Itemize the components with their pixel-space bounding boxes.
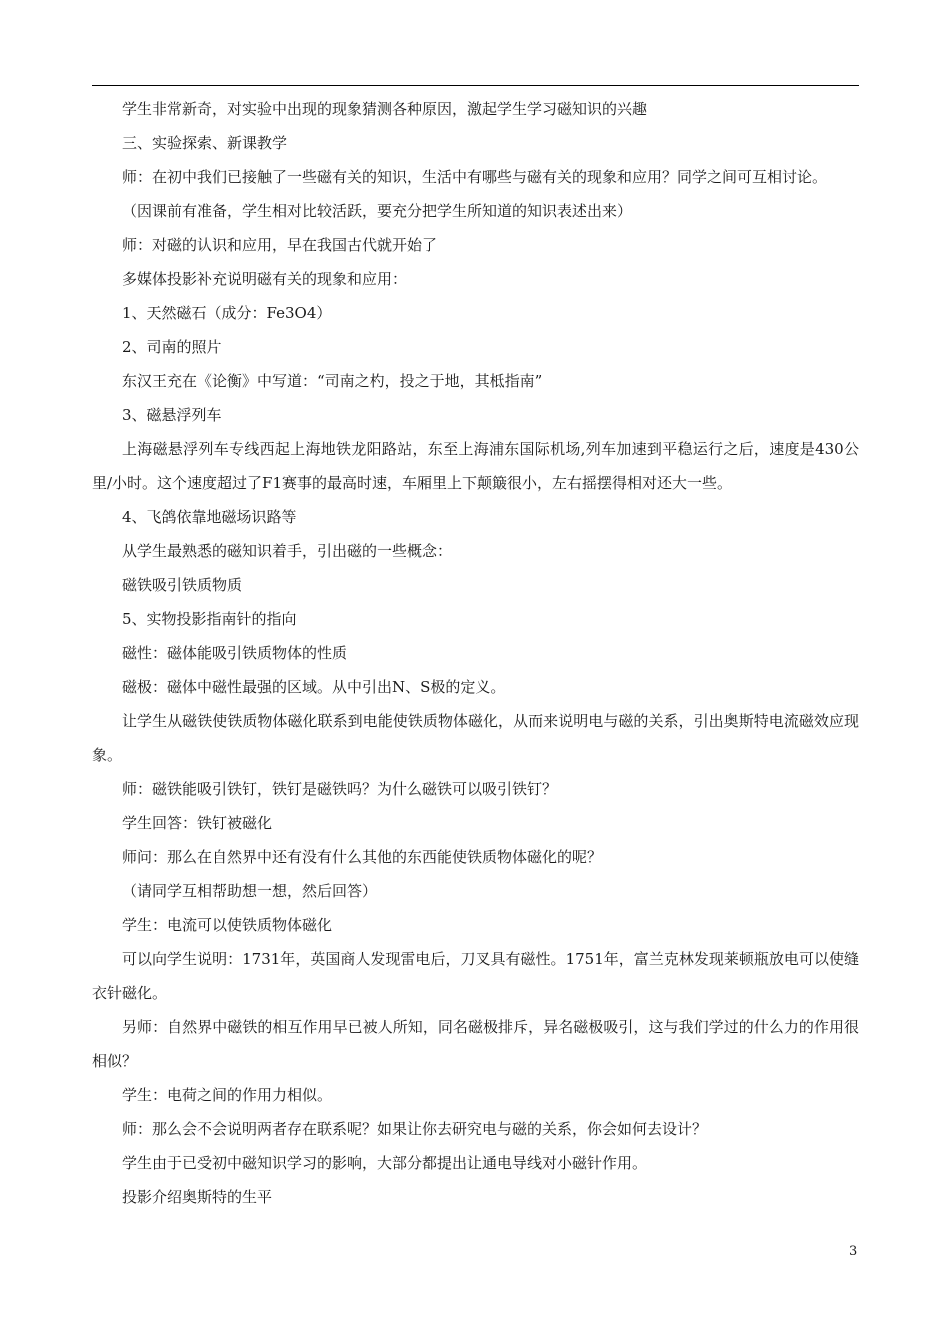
paragraph: 可以向学生说明：1731年，英国商人发现雷电后，刀叉具有磁性。1751年，富兰克林发现莱顿瓶放电可以使缝衣针磁化。 (92, 950, 859, 1002)
dialogue-line: 学生：电荷之间的作用力相似。 (122, 1086, 333, 1104)
dialogue-line: 学生回答：铁钉被磁化 (122, 814, 273, 832)
paragraph: 东汉王充在《论衡》中写道：“司南之杓，投之于地，其柢指南” (122, 372, 543, 390)
definition: 磁性：磁体能吸引铁质物体的性质 (122, 644, 348, 662)
dialogue-line: 师问：那么在自然界中还有没有什么其他的东西能使铁质物体磁化的呢？ (122, 848, 603, 866)
paragraph: 师：在初中我们已接触了一些磁有关的知识，生活中有哪些与磁有关的现象和应用？同学之间可互相讨论。 (122, 168, 828, 186)
list-item: 5、实物投影指南针的指向 (122, 610, 297, 628)
dialogue-line: 师：磁铁能吸引铁钉，铁钉是磁铁吗？为什么磁铁可以吸引铁钉？ (122, 780, 558, 798)
paragraph: 从学生最熟悉的磁知识着手，引出磁的一些概念： (122, 542, 453, 560)
section-heading: 三、实验探索、新课教学 (122, 134, 288, 152)
paragraph: 磁铁吸引铁质物质 (122, 576, 243, 594)
document-body (92, 92, 859, 1214)
header-rule (92, 85, 859, 86)
definition: 磁极：磁体中磁性最强的区域。从中引出N、S极的定义。 (122, 678, 506, 696)
list-item: 1、天然磁石（成分：Fe3O4） (122, 304, 332, 322)
paragraph: 师：对磁的认识和应用，早在我国古代就开始了 (122, 236, 438, 254)
paragraph: 多媒体投影补充说明磁有关的现象和应用： (122, 270, 408, 288)
paragraph: 投影介绍奥斯特的生平 (122, 1188, 273, 1206)
dialogue-line: 另师：自然界中磁铁的相互作用早已被人所知，同名磁极排斥，异名磁极吸引，这与我们学过的什么力的作用很相似？ (92, 1018, 859, 1070)
list-item: 3、磁悬浮列车 (122, 406, 222, 424)
paragraph: 学生非常新奇，对实验中出现的现象猜测各种原因，激起学生学习磁知识的兴趣 (122, 100, 648, 118)
paragraph: 让学生从磁铁使铁质物体磁化联系到电能使铁质物体磁化，从而来说明电与磁的关系，引出奥斯特电流磁效应现象。 (92, 712, 859, 764)
paragraph: （因课前有准备，学生相对比较活跃，要充分把学生所知道的知识表述出来） (122, 202, 633, 220)
dialogue-line: 师：那么会不会说明两者存在联系呢？如果让你去研究电与磁的关系，你会如何去设计？ (122, 1120, 708, 1138)
page-number: 3 (849, 1244, 858, 1259)
list-item: 2、司南的照片 (122, 338, 222, 356)
paragraph: 上海磁悬浮列车专线西起上海地铁龙阳路站，东至上海浦东国际机场,列车加速到平稳运行之后，速度是430公里/小时。这个速度超过了F1赛事的最高时速，车厢里上下颠簸很小，左右摇摆得相对还大一些。 (92, 440, 859, 492)
list-item: 4、飞鸽依靠地磁场识路等 (122, 508, 297, 526)
paragraph: （请同学互相帮助想一想，然后回答） (122, 882, 378, 900)
paragraph: 学生由于已受初中磁知识学习的影响，大部分都提出让通电导线对小磁针作用。 (122, 1154, 648, 1172)
dialogue-line: 学生：电流可以使铁质物体磁化 (122, 916, 333, 934)
